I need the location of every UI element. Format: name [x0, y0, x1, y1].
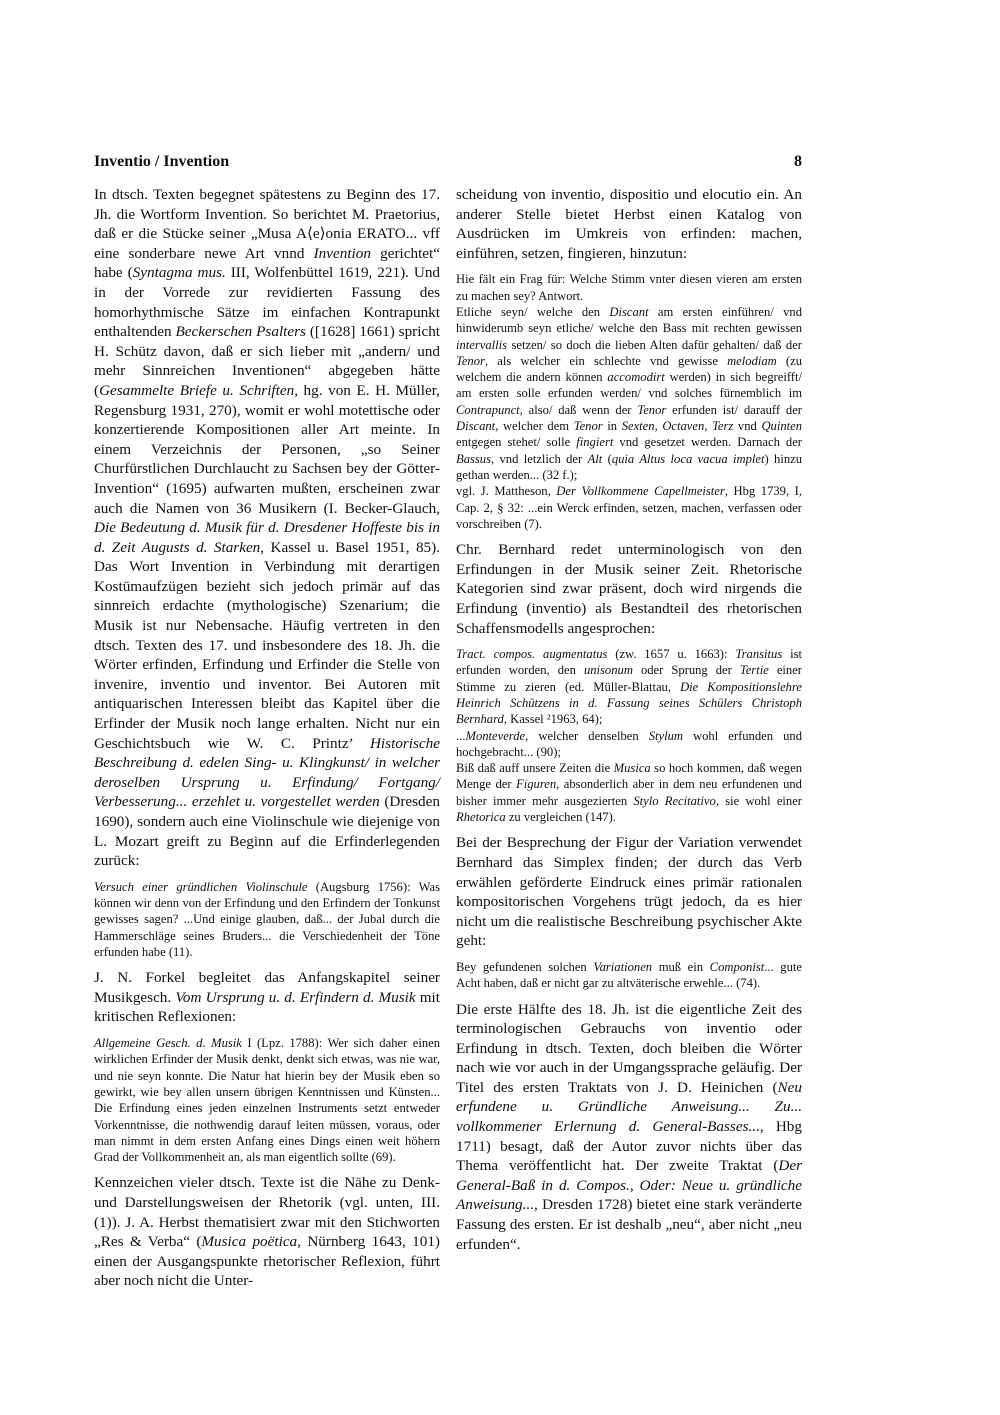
page-title: Inventio / Invention [94, 153, 230, 170]
paragraph-heinichen: Die erste Hälfte des 18. Jh. ist die eigentliche Zeit des terminologischen Gebrauchs von inventio oder Erfindung in dtsch. Texten, doch bleiben die Wörter nach wie vor auch in der Umgangssprache geläufig. Der Titel des ersten Traktats von J. D. Heinichen (Neu erfundene u. Gründliche Anweisung... Zu... vollkommener Erlernung d. General-Basses..., Hbg 1711) besagt, daß der Autor zuvor nichts über das Thema veröffentlicht hat. Der zweite Traktat (Der General-Baß in d. Compos., Oder: Neue u. gründliche Anweisung..., Dresden 1728) bietet eine stark veränderte Fassung des ersten. Er ist deshalb „neu“, aber nicht „neu erfunden“. [456, 1000, 802, 1253]
quote-line: Hie fält ein Frag für: Welche Stimm vnter diesen vieren am ersten zu machen sey? Antwort. [456, 272, 802, 303]
quote-line: Etliche seyn/ welche den Discant am ersten einführen/ vnd hinwiderumb seyn etliche/ welche den Bass mit rechten gewissen intervallis setzen/ so doch die lieben Alten dafür gehalten/ daß der Tenor, als welcher ein schlechte vnd gewisse melodiam (zu welchem die andern können accomodirt werden) in sich begreifft/ am ersten solle erfunden werden/ vnd solches fürnemblich im Contrapunct, also/ daß wenn der Tenor erfunden ist/ darauff der Discant, welcher dem Tenor in Sexten, Octaven, Terz vnd Quinten entgegen stehet/ solle fingiert vnd gesetzet werden. Darnach der Bassus, vnd letzlich der Alt (quia Altus loca vacua implet) hinzu gethan werden... (32 f.); [456, 304, 803, 482]
paragraph-praetorius: In dtsch. Texten begegnet spätestens zu Beginn des 17. Jh. die Wortform Invention. So berichtet M. Praetorius, daß er die Stücke seiner „Musa A⟨e⟩onia ERATO... vff eine sonderbare newe Art vnnd Invention gerichtet“ habe (Syntagma mus. III, Wolfenbüttel 1619, 221). Und in der Vorrede zur revidierten Fassung des homorhythmische Sätze im einfachen Kontrapunkt enthaltenden Beckerschen Psalters ([1628] 1661) spricht H. Schütz davon, daß er sich lieber mit „andern/ und mehr Sinnreichen Inventionen“ abgegeben hätte (Gesammelte Briefe u. Schriften, hg. von E. H. Müller, Regensburg 1931, 270), womit er wohl motettische oder konzertierende Kompositionen aller Art meinte. In einem Verzeichnis der Personen, „so Seiner Churfürstlichen Durchlaucht zu Sachsen bey der Götter-Invention“ (1695) aufwarten mußten, erscheinen zwar auch die Namen von 36 Musikern (I. Becker-Glauch, Die Bedeutung d. Musik für d. Dresdener Hoffeste bis in d. Zeit Augusts d. Starken, Kassel u. Basel 1951, 85). Das Wort Invention in Verbindung mit derartigen Kostümaufzügen bezieht sich jedoch primär auf das sinnreich erdachte (mythologische) Szenarium; die Musik ist nur Nebensache. Häufig vertreten in den dtsch. Texten des 17. und insbesondere des 18. Jh. die Wörter erfinden, Erfindung und Erfinder die Stelle von invenire, inventio und inventor. Bei Autoren mit antiquarischen Interessen bleibt das Kapitel über die Erfinder der Musik noch lange erhalten. Nicht nur ein Geschichtsbuch wie W. C. Printz’ Historische Beschreibung d. edelen Sing- u. Klingkunst/ in welcher deroselben Ursprung u. Erfindung/ Fortgang/ Verbesserung... erzehlet u. vorgestellet werden (Dresden 1690), sondern auch eine Violinschule wie diejenige von L. Mozart greift zu Beginn auf die Erfinderlegenden zurück: [94, 186, 441, 870]
quote-herbst [456, 271, 802, 532]
paragraph-bernhard: Chr. Bernhard redet unterminologisch von den Erfindungen in der Musik seiner Zeit. Rhetorische Kategorien sind zwar präsent, doch wird nirgends die Erfindung (inventio) als Bestandteil des rhetorischen Schaffensmodells angesprochen: [456, 541, 802, 637]
paragraph-herbst: Kennzeichen vieler dtsch. Texte ist die Nähe zu Denk- und Darstellungsweisen der Rhetorik (vgl. unten, III. (1)). J. A. Herbst thematisiert zwar mit den Stichworten „Res & Verba“ (Musica poëtica, Nürnberg 1643, 101) einen der Ausgangspunkte rhetorischer Reflexion, führt aber noch nicht die Unter- [94, 1174, 440, 1290]
quote-bernhard [456, 646, 802, 825]
quote-line: vgl. J. Mattheson, Der Vollkommene Capellmeister, Hbg 1739, I, Cap. 2, § 32: ...ein Werck erfinden, setzen, machen, verfassen oder vorschreiben (7). [456, 484, 803, 531]
quote-line: Biß daß auff unsere Zeiten die Musica so hoch kommen, daß wegen Menge der Figuren, absonderlich aber in dem neu erfundenen und bisher immer mehr ausgezierten Stylo Recitativo, sie wohl einer Rhetorica zu vergleichen (147). [456, 761, 802, 825]
quote-line: Tract. compos. augmentatus (zw. 1657 u. 1663): Transitus ist erfunden worden, den unisonum oder Sprung der Tertie einer Stimme zu zieren (ed. Müller-Blattau, Die Kompositionslehre Heinrich Schützens in d. Fassung seines Schülers Christoph Bernhard, Kassel ²1963, 64); [456, 647, 802, 727]
quote-forkel: Allgemeine Gesch. d. Musik I (Lpz. 1788): Wer sich daher einen wirklichen Erfinder der Musik denkt, denkt sich etwas, was nie war, und nie seyn konnte. Die Natur hat hierin bey der Musik eben so gewirkt, wie bey allen unsern übrigen Kenntnissen und Künsten... Die Erfindung eines jeden einzelnen Instruments setzt entweder Vorkenntnisse, die nothwendig darauf leiten müssen, voraus, oder man nimmt in dem ersten Anfang eines Dings einen weit höhern Grad der Vollkommenheit an, als man eigentlich sollte (69). [94, 1036, 440, 1165]
quote-variation: Bey gefundenen solchen Variationen muß ein Componist... gute Acht haben, daß er nicht gar zu altväterische erwehle... (74). [456, 959, 802, 991]
page-number: 8 [794, 153, 802, 170]
right-column [456, 185, 802, 1262]
quote-line: ...Monteverde, welcher denselben Stylum wohl erfunden und hochgebracht... (90); [456, 728, 802, 759]
paragraph-forkel: J. N. Forkel begleitet das Anfangskapitel seiner Musikgesch. Vom Ursprung u. d. Erfindern d. Musik mit kritischen Reflexionen: [94, 969, 440, 1026]
paragraph-variation: Bei der Besprechung der Figur der Variation verwendet Bernhard das Simplex finden; der durch das Verb erwählen geförderte Eindruck eines primär rationalen kompositorischen Vorgehens trügt jedoch, da es hier nicht um die realistische Beschreibung psychischer Akte geht: [456, 834, 802, 950]
paragraph-herbst-continued: scheidung von inventio, dispositio und elocutio ein. An anderer Stelle bietet Herbst einen Katalog von Ausdrücken im Umkreis von erfinden: machen, einführen, setzen, fingieren, hinzutun: [456, 186, 802, 262]
left-column [94, 185, 440, 1299]
quote-mozart: Versuch einer gründlichen Violinschule (Augsburg 1756): Was können wir denn von der Erfindung und den Erfindern der Tonkunst gewisses sagen? ...Und einige glauben, daß... der Jubal durch die Hammerschläge seines Bruders... die Verschiedenheit der Töne erfunden habe (11). [94, 879, 440, 959]
